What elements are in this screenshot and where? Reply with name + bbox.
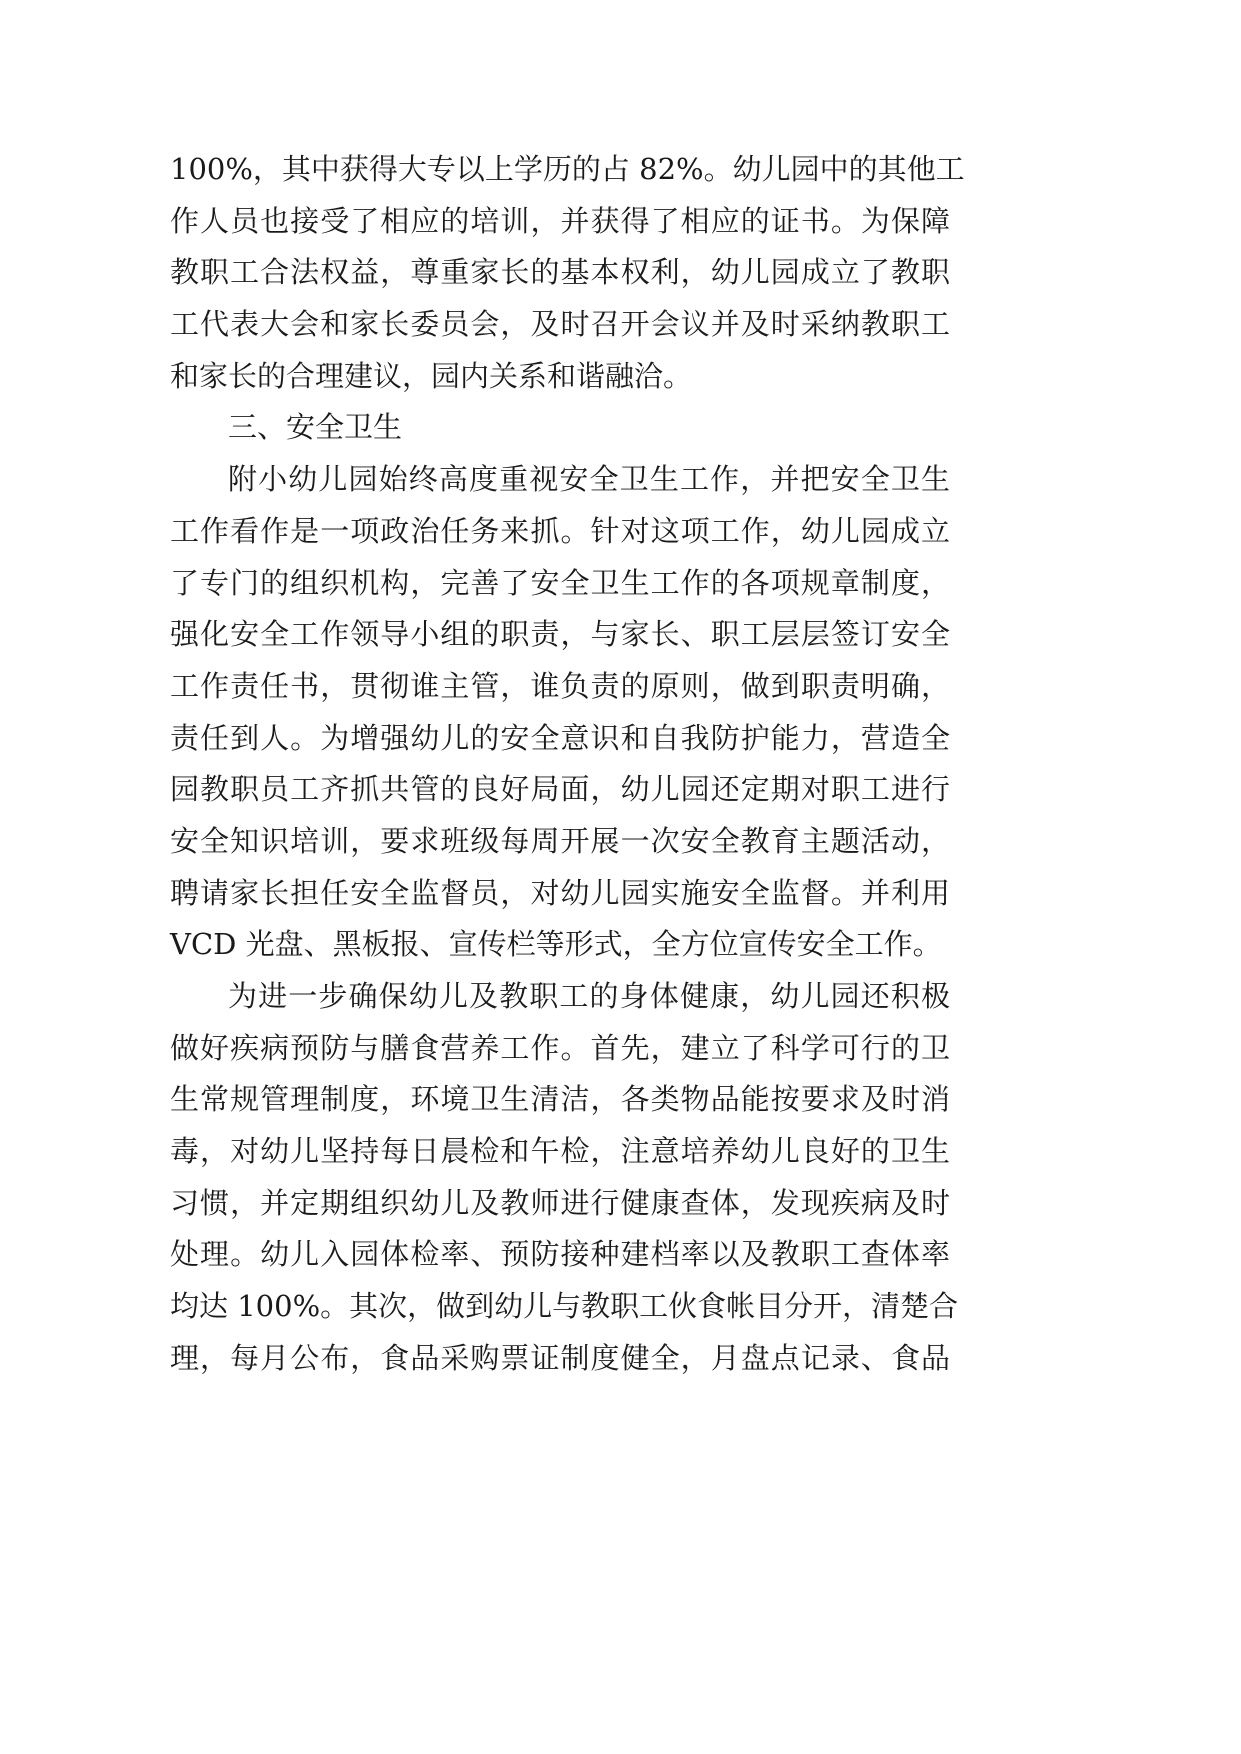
text-line: 和家长的合理建议，园内关系和谐融洽。 — [170, 358, 693, 393]
text-line: 毒，对幼儿坚持每日晨检和午检，注意培养幼儿良好的卫生 — [170, 1134, 950, 1169]
text-line: 责任到人。为增强幼儿的安全意识和自我防护能力，营造全 — [170, 720, 950, 755]
text-line: VCD 光盘、黑板报、宣传栏等形式，全方位宣传安全工作。 — [170, 927, 942, 962]
text-line: 作人员也接受了相应的培训，并获得了相应的证书。为保障 — [170, 203, 950, 238]
text-line: 100%，其中获得大专以上学历的占 82%。幼儿园中的其他工 — [170, 152, 965, 186]
paragraph-education-staff — [170, 144, 965, 402]
text-line: 聘请家长担任安全监督员，对幼儿园实施安全监督。并利用 — [170, 875, 950, 910]
text-line: 均达 100%。其次，做到幼儿与教职工伙食帐目分开，清楚合 — [170, 1289, 959, 1324]
text-line: 工代表大会和家长委员会，及时召开会议并及时采纳教职工 — [170, 307, 950, 342]
paragraph-health-nutrition — [170, 971, 959, 1385]
text-line: 生常规管理制度，环境卫生清洁，各类物品能按要求及时消 — [170, 1082, 950, 1117]
text-line: 附小幼儿园始终高度重视安全卫生工作，并把安全卫生 — [228, 462, 950, 497]
text-line: 工作看作是一项政治任务来抓。针对这项工作，幼儿园成立 — [170, 513, 950, 548]
text-line: 处理。幼儿入园体检率、预防接种建档率以及教职工查体率 — [170, 1237, 950, 1272]
text-line: 习惯，并定期组织幼儿及教师进行健康查体，发现疾病及时 — [170, 1185, 950, 1220]
text-line: 教职工合法权益，尊重家长的基本权利，幼儿园成立了教职 — [170, 255, 950, 290]
document-body — [170, 144, 965, 1385]
text-line: 工作责任书，贯彻谁主管，谁负责的原则，做到职责明确， — [170, 668, 950, 703]
text-line: 做好疾病预防与膳食营养工作。首先，建立了科学可行的卫 — [170, 1030, 950, 1065]
section-heading: 三、安全卫生 — [228, 410, 403, 445]
text-line: 园教职员工齐抓共管的良好局面，幼儿园还定期对职工进行 — [170, 772, 950, 807]
text-line: 了专门的组织机构，完善了安全卫生工作的各项规章制度， — [170, 565, 950, 600]
text-line: 强化安全工作领导小组的职责，与家长、职工层层签订安全 — [170, 617, 950, 652]
text-line: 为进一步确保幼儿及教职工的身体健康，幼儿园还积极 — [228, 979, 950, 1013]
text-line: 安全知识培训，要求班级每周开展一次安全教育主题活动， — [170, 823, 950, 858]
text-line: 理，每月公布，食品采购票证制度健全，月盘点记录、食品 — [170, 1340, 950, 1375]
section-heading-safety-hygiene — [170, 402, 950, 454]
paragraph-safety-work — [170, 454, 950, 971]
